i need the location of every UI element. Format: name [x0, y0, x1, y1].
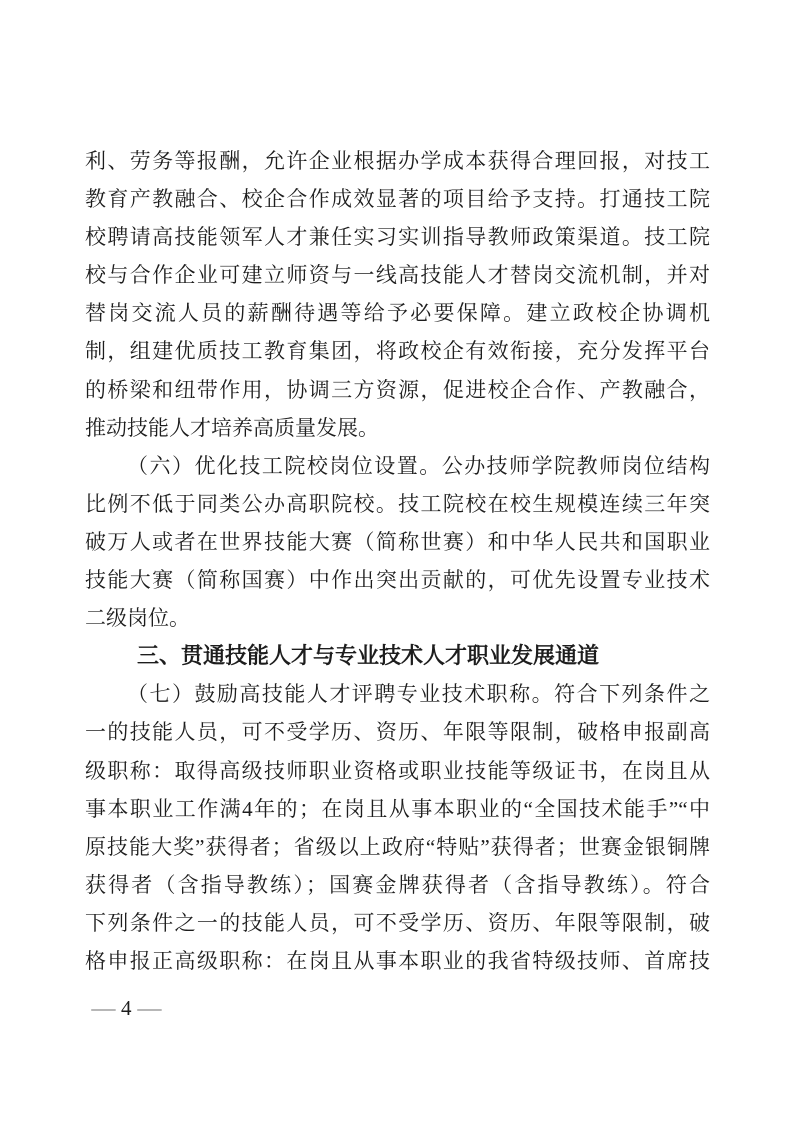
text-line: 下列条件之一的技能人员，可不受学历、资历、年限等限制，破: [85, 910, 710, 935]
text-line: 破万人或者在世界技能大赛（简称世赛）和中华人民共和国职业: [85, 529, 710, 554]
text-line: 二级岗位。: [85, 606, 190, 631]
text-line: 技能大赛（简称国赛）中作出突出贡献的，可优先设置专业技术: [85, 568, 710, 593]
text-line: 比例不低于同类公办高职院校。技工院校在校生规模连续三年突: [85, 491, 710, 516]
text-line: 格申报正高级职称：在岗且从事本职业的我省特级技师、首席技: [85, 948, 710, 973]
text-line: （六）优化技工院校岗位设置。公办技师学院教师岗位结构: [127, 453, 710, 478]
text-line: 原技能大奖”获得者；省级以上政府“特贴”获得者；世赛金银铜牌: [85, 834, 710, 859]
text-line: 事本职业工作满4年的；在岗且从事本职业的“全国技术能手”“中: [85, 796, 710, 821]
text-line: 获得者（含指导教练）；国赛金牌获得者（含指导教练）。符合: [85, 872, 710, 897]
text-line: 教育产教融合、校企合作成效显著的项目给予支持。打通技工院: [85, 187, 710, 212]
text-line: 替岗交流人员的薪酬待遇等给予必要保障。建立政校企协调机: [85, 301, 710, 326]
text-line: （七）鼓励高技能人才评聘专业技术职称。符合下列条件之: [127, 682, 710, 707]
text-line: 校与合作企业可建立师资与一线高技能人才替岗交流机制，并对: [85, 263, 710, 288]
text-line: 利、劳务等报酬，允许企业根据办学成本获得合理回报，对技工: [85, 149, 710, 173]
footer-dash-left: —: [91, 996, 116, 1020]
page-footer: [93, 993, 160, 1023]
text-line: 级职称：取得高级技师职业资格或职业技能等级证书，在岗且从: [85, 758, 710, 783]
text-line: 一的技能人员，可不受学历、资历、年限等限制，破格申报副高: [85, 720, 710, 745]
text-line: 推动技能人才培养高质量发展。: [85, 415, 379, 440]
document-body: [85, 142, 710, 980]
page-number: 4: [121, 996, 132, 1020]
text-line: 制，组建优质技工教育集团，将政校企有效衔接，充分发挥平台: [85, 339, 710, 364]
text-line: 的桥梁和纽带作用，协调三方资源，促进校企合作、产教融合，: [85, 377, 710, 402]
text-line: 校聘请高技能领军人才兼任实习实训指导教师政策渠道。技工院: [85, 225, 710, 250]
text-line: 三、贯通技能人才与专业技术人才职业发展通道: [137, 643, 600, 669]
footer-dash-right: —: [136, 996, 162, 1020]
